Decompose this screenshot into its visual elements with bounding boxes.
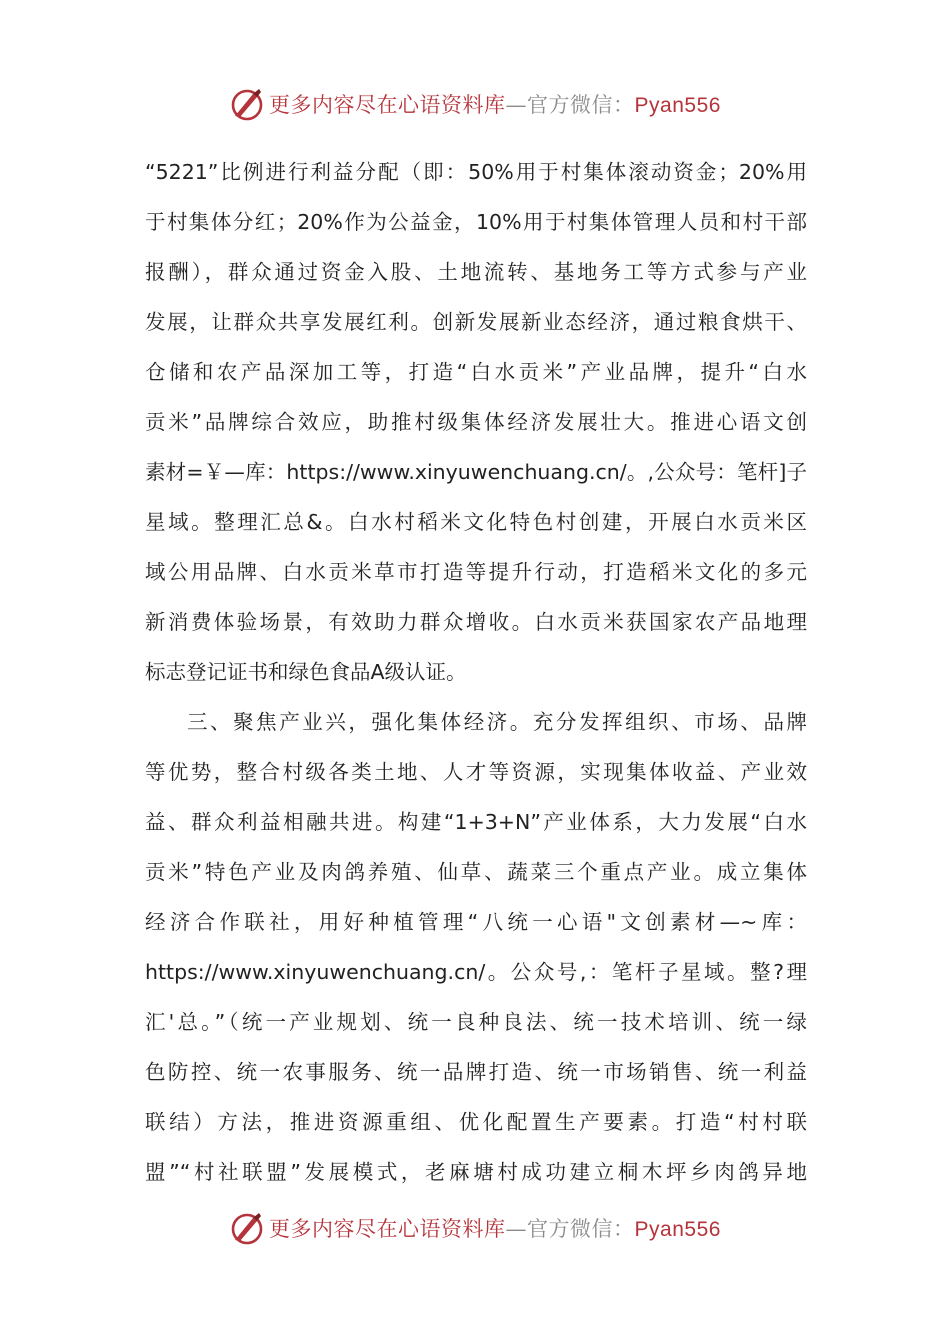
text-line: https://www.xinyuwenchuang.cn/。公众号,：笔杆子星域。整?理	[145, 960, 807, 984]
header-banner	[0, 84, 950, 124]
text-line: 域公用品牌、白水贡米草市打造等提升行动，打造稻米文化的多元	[145, 560, 807, 584]
text-line: “5221”比例进行利益分配（即：50%用于村集体滚动资金；20%用	[145, 160, 807, 184]
text-line: 标志登记证书和绿色食品A级认证。	[145, 660, 467, 684]
text-line: 联结）方法，推进资源重组、优化配置生产要素。打造“村村联	[145, 1110, 807, 1134]
text-line: 汇'总。”（统一产业规划、统一良种良法、统一技术培训、统一绿	[145, 1010, 807, 1034]
text-line: 新消费体验场景，有效助力群众增收。白水贡米获国家农产品地理	[145, 610, 807, 634]
text-line: 色防控、统一农事服务、统一品牌打造、统一市场销售、统一利益	[145, 1060, 807, 1084]
text-line: 素材=￥—库：https://www.xinyuwenchuang.cn/。,公众号：笔杆]子	[145, 460, 807, 484]
text-line: 益、群众利益相融共进。构建“1+3+N”产业体系，大力发展“白水	[145, 810, 807, 834]
text-line: 于村集体分红；20%作为公益金，10%用于村集体管理人员和村干部	[145, 210, 807, 234]
brush-logo-icon	[229, 86, 265, 122]
header-banner-text: 更多内容尽在心语资料库—官方微信：Pyan556	[269, 93, 721, 117]
section-heading-line: 三、聚焦产业兴，强化集体经济。充分发挥组织、市场、品牌	[187, 710, 807, 734]
brush-logo-icon	[229, 1210, 265, 1246]
footer-banner	[0, 1208, 950, 1248]
document-body	[145, 147, 807, 1197]
text-line: 经济合作联社，用好种植管理“八统一心语"文创素材—~库：	[145, 910, 807, 934]
text-line: 仓储和农产品深加工等，打造“白水贡米”产业品牌，提升“白水	[145, 360, 807, 384]
text-line: 盟”“村社联盟”发展模式，老麻塘村成功建立桐木坪乡肉鸽异地	[145, 1160, 807, 1184]
text-line: 发展，让群众共享发展红利。创新发展新业态经济，通过粮食烘干、	[145, 310, 807, 334]
text-line: 贡米”特色产业及肉鸽养殖、仙草、蔬菜三个重点产业。成立集体	[145, 860, 807, 884]
text-line: 星域。整理汇总&。白水村稻米文化特色村创建，开展白水贡米区	[145, 510, 807, 534]
text-line: 报酬），群众通过资金入股、土地流转、基地务工等方式参与产业	[145, 260, 807, 284]
footer-banner-text: 更多内容尽在心语资料库—官方微信：Pyan556	[269, 1217, 721, 1241]
text-line: 贡米”品牌综合效应，助推村级集体经济发展壮大。推进心语文创	[145, 410, 807, 434]
text-line: 等优势，整合村级各类土地、人才等资源，实现集体收益、产业效	[145, 760, 807, 784]
